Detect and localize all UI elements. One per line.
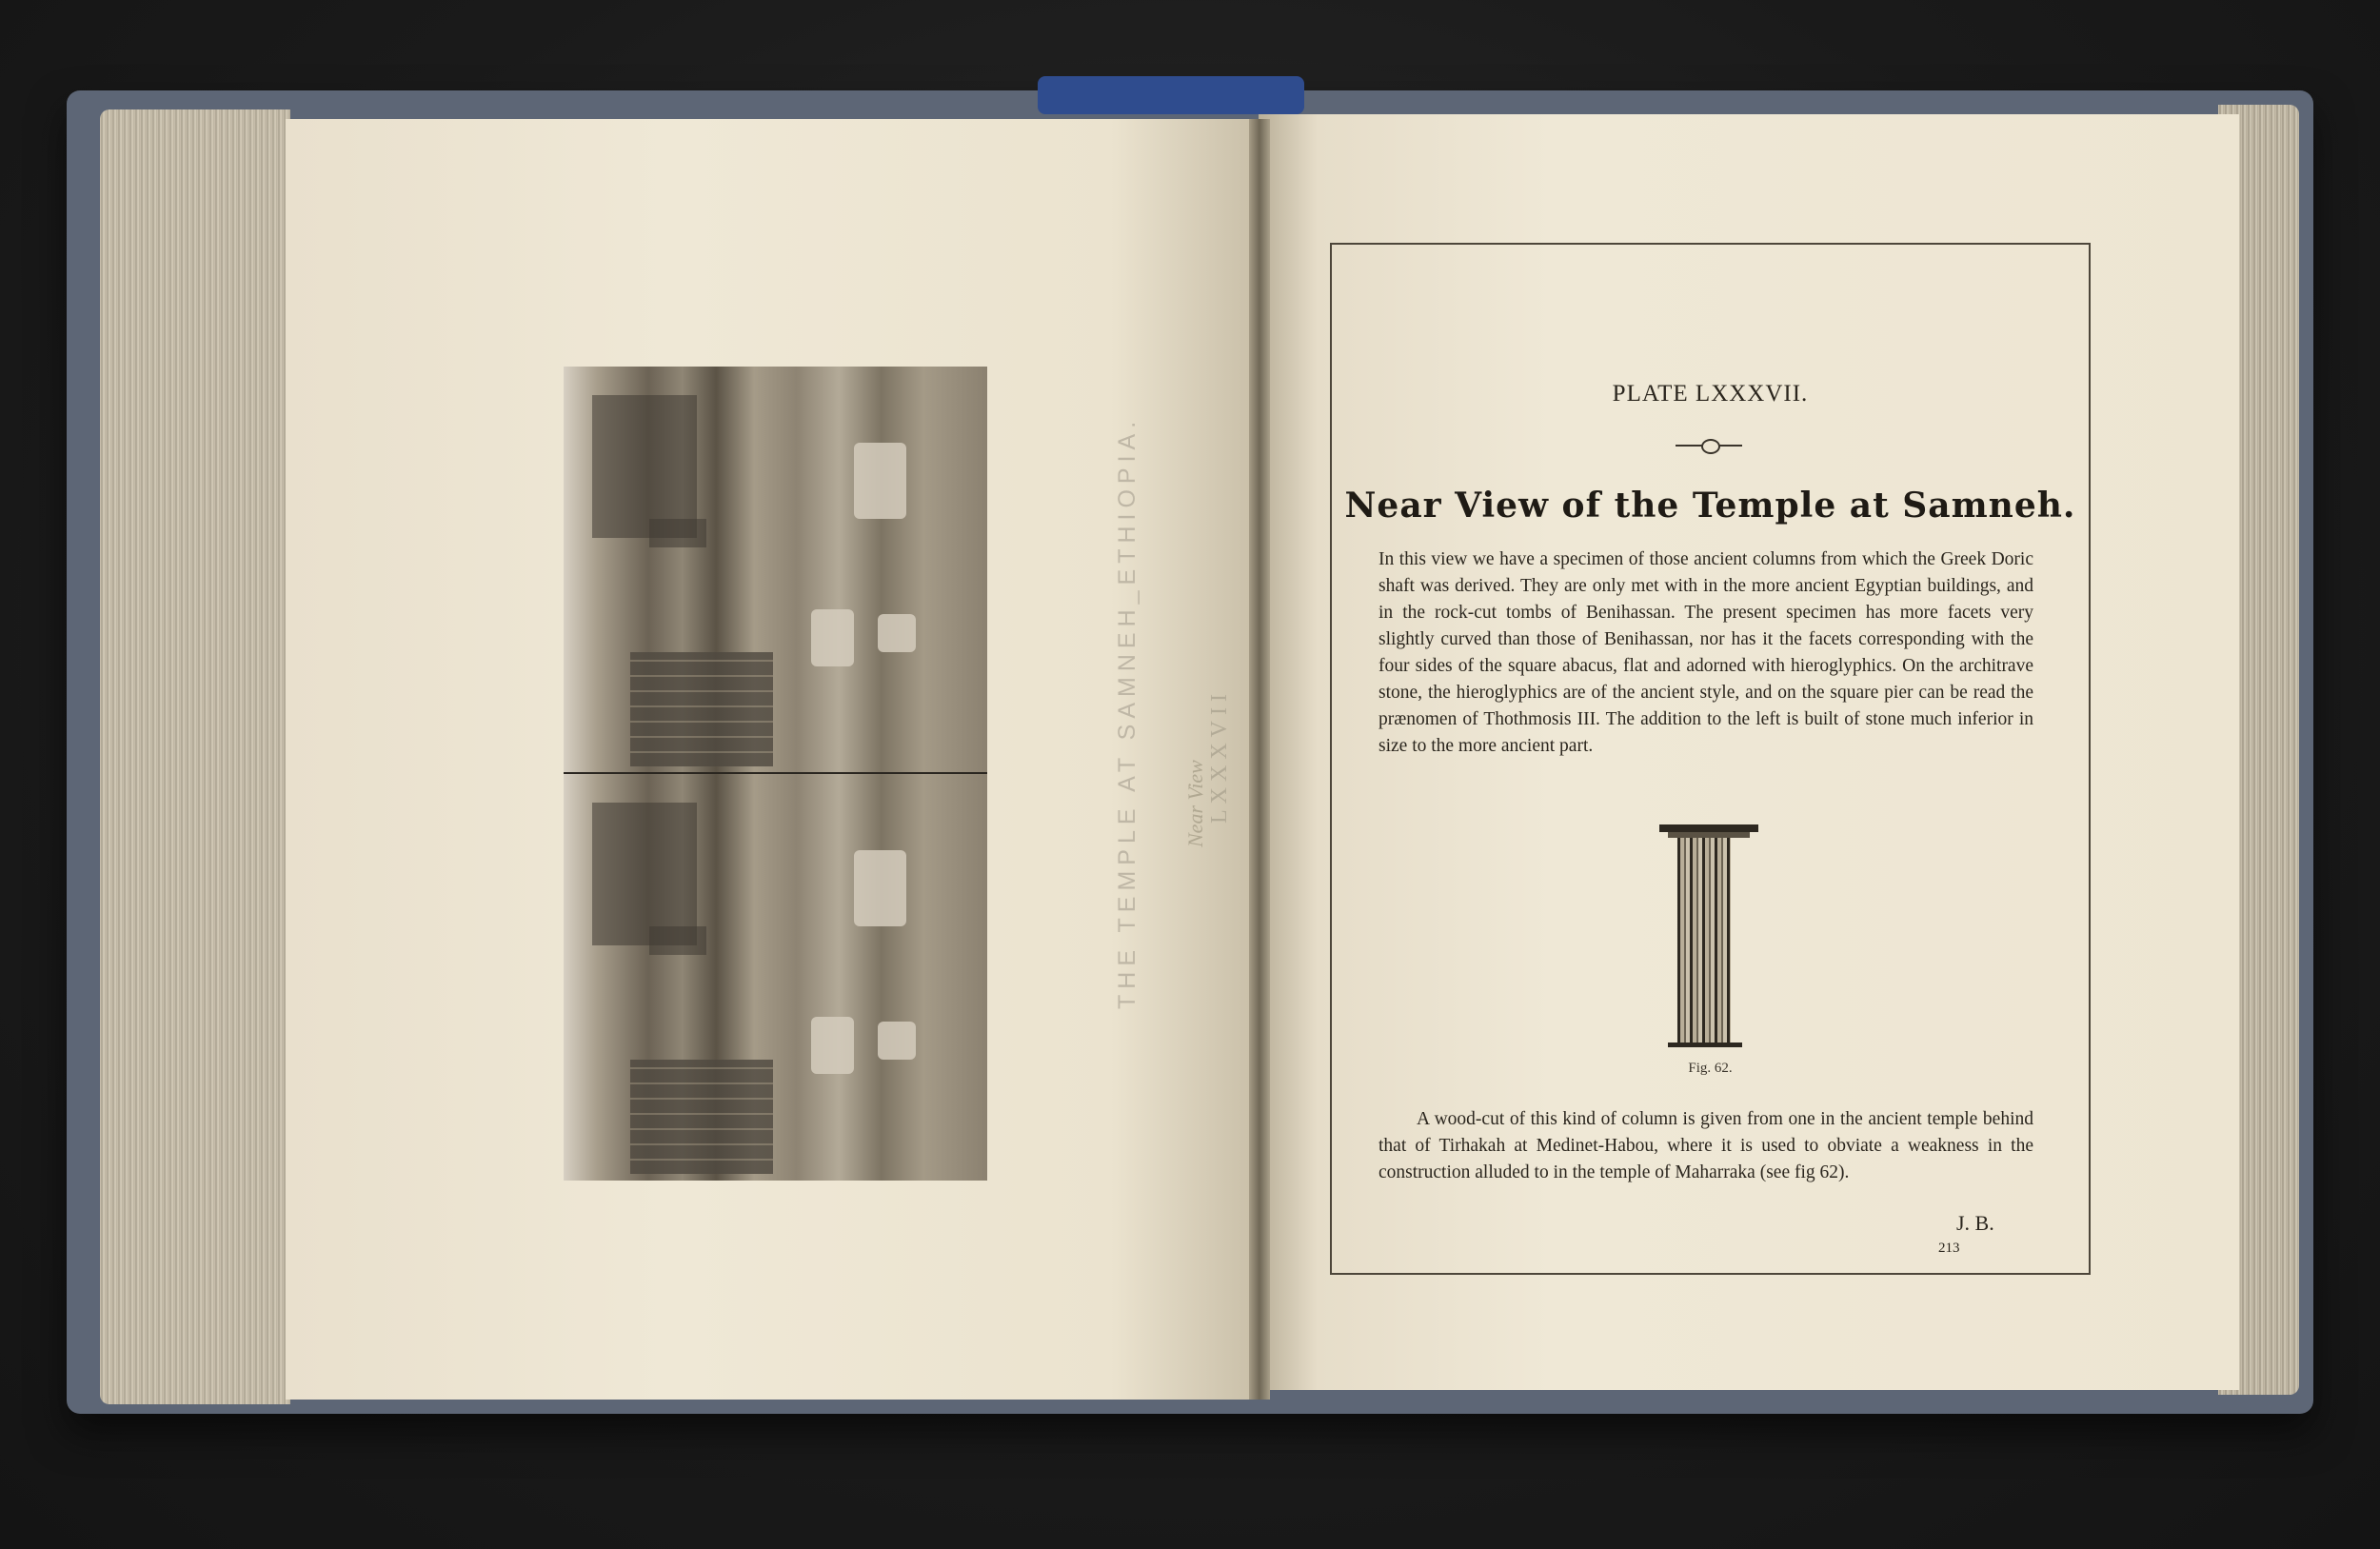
photo-lower-view — [564, 774, 987, 1181]
figure-caption: Fig. 62. — [1688, 1061, 1733, 1076]
stone-block — [878, 1022, 916, 1060]
photo-caption-number: LXXXVII — [1207, 688, 1232, 824]
body-paragraph-2: A wood-cut of this kind of column is given from one in the ancient temple behind that of Tirhakah at Medinet-Habou, where it is used to obviate a weakness in the construction alluded to in the temple of Maharraka (see fig 62). — [1378, 1109, 2033, 1182]
column-shaft — [649, 926, 706, 955]
photo-caption-subtitle: Near View — [1183, 760, 1207, 847]
column-illustration — [1677, 838, 1731, 1043]
column-shaft — [649, 519, 706, 547]
photo-upper-view — [564, 367, 987, 773]
stone-block — [811, 1017, 854, 1074]
column-base — [1668, 1043, 1742, 1047]
book-spine — [1038, 76, 1304, 114]
stone-block — [854, 443, 906, 519]
flourish-ornament-center — [1701, 439, 1720, 454]
plate-title: PLATE LXXXVII. — [1612, 381, 1809, 407]
temple-pillar — [592, 803, 697, 945]
stone-wall — [630, 1060, 773, 1174]
column-abacus — [1659, 824, 1758, 832]
author-initials: J. B. — [1956, 1211, 1994, 1235]
body-paragraph-1: In this view we have a specimen of those ancient columns from which the Greek Doric shaft was derived. They are only met with in the more ancient Egyptian buildings, and in the rock-cut tombs of Benihassan. The present specimen has more facets very slightly curved than those of Benihassan, nor has it the facets corresponding with the four sides of the square abacus, flat and adorned with hieroglyphics. On the architrave stone, the hieroglyphics are of the ancient style, and on the square pier can be read the prænomen of Thothmosis III. The addition to the left is built of stone much inferior in size to the more ancient part. — [1378, 549, 2033, 756]
book-gutter — [1249, 119, 1270, 1400]
page-heading: Near View of the Temple at Samneh. — [1344, 486, 2076, 526]
stone-block — [854, 850, 906, 926]
photo-caption-title: THE TEMPLE AT SAMNEH_ETHIOPIA. — [1114, 415, 1140, 1009]
temple-pillar — [592, 395, 697, 538]
stone-block — [811, 609, 854, 666]
stereo-photograph — [564, 367, 987, 1181]
stone-block — [878, 614, 916, 652]
page-number: 213 — [1938, 1241, 1960, 1256]
left-page-edges — [100, 109, 290, 1404]
stone-wall — [630, 652, 773, 766]
